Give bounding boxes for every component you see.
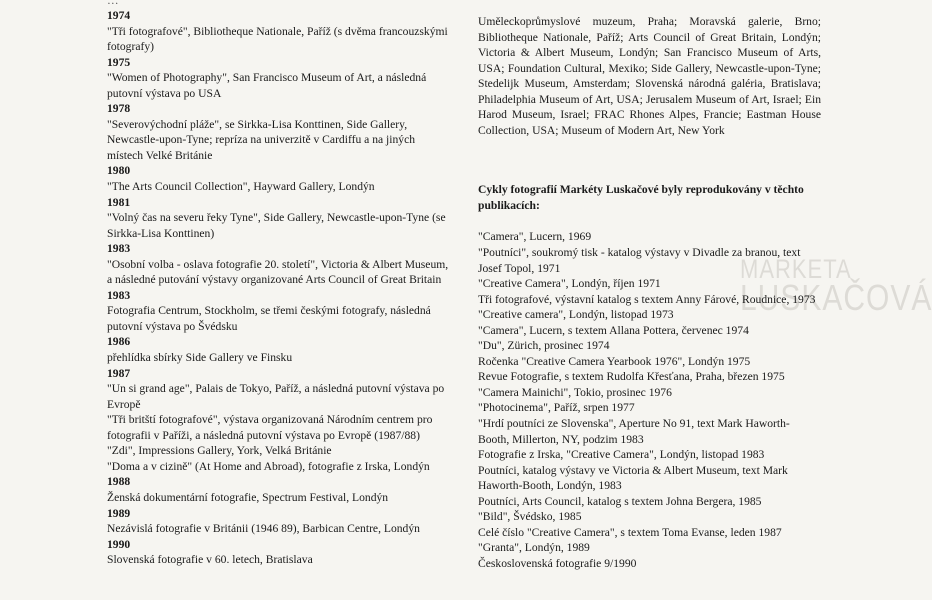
publication-item: "Hrdí poutníci ze Slovenska", Aperture No 91, text Mark Haworth-Booth, Millerton, NY, podzim 1983 xyxy=(478,417,790,446)
year: 1974 xyxy=(107,9,131,22)
publication-item: Poutníci, Arts Council, katalog s textem Johna Bergera, 1985 xyxy=(478,494,762,508)
show-through-title-1: MARKETA xyxy=(740,253,852,284)
year: 1986 xyxy=(107,335,131,349)
entry-1988 xyxy=(107,474,452,505)
entry-1990 xyxy=(107,537,452,568)
entry-text: Nezávislá fotografie v Británii (1946 89), Barbican Centre, Londýn xyxy=(107,522,420,536)
publication-item: Revue Fotografie, s textem Rudolfa Křesťana, Praha, březen 1975 xyxy=(478,370,785,384)
entry-1987 xyxy=(107,366,452,475)
publication-item: Poutníci, katalog výstavy ve Victoria & Albert Museum, text Mark Haworth-Booth, Londýn, 1983 xyxy=(478,463,788,493)
publication-item: "Creative Camera", Londýn, říjen 1971 xyxy=(478,277,661,291)
entry-1981 xyxy=(107,195,452,242)
publication-item: "Granta", Londýn, 1989 xyxy=(478,541,590,555)
entry-1974 xyxy=(107,8,452,55)
publication-item: Celé číslo "Creative Camera", s textem Toma Evanse, leden 1987 xyxy=(478,525,782,539)
publication-item: Tři fotografové, výstavní katalog s textem Anny Fárové, Roudnice, 1973 xyxy=(478,292,816,306)
publication-item: "Camera Mainichi", Tokio, prosinec 1976 xyxy=(478,385,672,399)
publications-list xyxy=(478,229,821,571)
year: 1983 xyxy=(107,242,131,256)
entry-1989 xyxy=(107,506,452,537)
entry-text: "Severovýchodní pláže", se Sirkka-Lisa Konttinen, Side Gallery, Newcastle-upon-Tyne; repríza na univerzitě v Cardiffu a na jiných místech Velké Británie xyxy=(107,117,416,162)
top-fragment: … xyxy=(107,0,119,7)
publication-item: Ročenka "Creative Camera Yearbook 1976", Londýn 1975 xyxy=(478,354,751,368)
entry-1986 xyxy=(107,334,452,365)
entry-text: "Un si grand age", Palais de Tokyo, Paříž, a následná putovní výstava po Evropě xyxy=(107,382,445,411)
collections-and-publications-column xyxy=(478,14,821,572)
entry-1975 xyxy=(107,55,452,102)
exhibitions-column xyxy=(107,0,452,568)
year: 1975 xyxy=(107,55,131,69)
entry-text: "Volný čas na severu řeky Tyne", Side Gallery, Newcastle-upon-Tyne (se Sirkka-Lisa Konttinen) xyxy=(107,211,446,240)
entry-text: "Women of Photography", San Francisco Museum of Art, a následná putovní výstava po USA xyxy=(107,71,427,100)
entry-text: "Tři fotografové", Bibliotheque Nationale, Paříž (s dvěma francouzskými fotografy) xyxy=(107,24,448,54)
entry-text: Fotografia Centrum, Stockholm, se třemi českými fotografy, následná putovní výstava po Švédsku xyxy=(107,304,431,333)
publication-item: "Camera", Lucern, s textem Allana Pottera, červenec 1974 xyxy=(478,323,749,337)
year: 1989 xyxy=(107,506,131,520)
publications-heading: Cykly fotografií Markéty Luskačové byly reprodukovány v těchto publikacích: xyxy=(478,183,804,212)
publication-item: "Du", Zürich, prosinec 1974 xyxy=(478,339,610,353)
publication-item: "Creative camera", Londýn, listopad 1973 xyxy=(478,308,674,322)
publication-item: "Camera", Lucern, 1969 xyxy=(478,230,592,244)
publication-item: "Poutníci", soukromý tisk - katalog výstavy v Divadle za branou, text Josef Topol, 1971 xyxy=(478,246,801,275)
publication-item: "Bild", Švédsko, 1985 xyxy=(478,510,582,524)
publication-item: Fotografie z Irska, "Creative Camera", Londýn, listopad 1983 xyxy=(478,448,765,462)
year: 1983 xyxy=(107,288,131,302)
entry-text: Ženská dokumentární fotografie, Spectrum Festival, Londýn xyxy=(107,490,389,504)
year: 1978 xyxy=(107,102,131,116)
collections-paragraph: Uměleckoprůmyslové muzeum, Praha; Moravská galerie, Brno; Bibliotheque Nationale, Paříž; Arts Council of Great Britain, Londýn; Victoria & Albert Museum, Londýn; San Francisco Museum of Arts, USA; Foundation Cultural, Mexiko; Side Gallery, Newcastle-upon-Tyne; Stedelijk Museum, Amsterdam; Slovenská národná galéria, Bratislava; Philadelphia Museum of Art, USA; Jerusalem Museum of Art, Israel; Ein Harod Museum, Israel; FRAC Rhones Alpes, Francie; Eastman House Collection, USA; Museum of Modern Art, New York xyxy=(478,15,821,137)
entry-1978 xyxy=(107,101,452,163)
entry-text: přehlídka sbírky Side Gallery ve Finsku xyxy=(107,351,293,365)
entry-text: "Tři britští fotografové", výstava organizovaná Národním centrem pro fotografii v Paříži, a následná putovní výstava po Evropě (1987/88) xyxy=(107,413,433,442)
entry-1980 xyxy=(107,163,452,194)
entry-text: "Zdi", Impressions Gallery, York, Velká Británie xyxy=(107,444,332,458)
entry-1983a xyxy=(107,241,452,288)
publication-item: "Photocinema", Paříž, srpen 1977 xyxy=(478,401,635,415)
year: 1990 xyxy=(107,537,131,551)
entry-text: "Doma a v cizině" (At Home and Abroad), fotografie z Irska, Londýn xyxy=(107,459,430,473)
year: 1987 xyxy=(107,366,131,380)
entry-text: "The Arts Council Collection", Hayward Gallery, Londýn xyxy=(107,180,375,194)
entry-text: Slovenská fotografie v 60. letech, Bratislava xyxy=(107,553,313,567)
publication-item: Československá fotografie 9/1990 xyxy=(478,556,637,570)
entry-text: "Osobní volba - oslava fotografie 20. století", Victoria & Albert Museum, a následné putování výstavy organizované Arts Council of Great Britain xyxy=(107,257,449,287)
show-through-title-2: LUSKAČOVÁ xyxy=(740,279,932,319)
year: 1988 xyxy=(107,475,131,489)
year: 1981 xyxy=(107,195,131,209)
entry-1983b xyxy=(107,288,452,335)
year: 1980 xyxy=(107,164,131,178)
